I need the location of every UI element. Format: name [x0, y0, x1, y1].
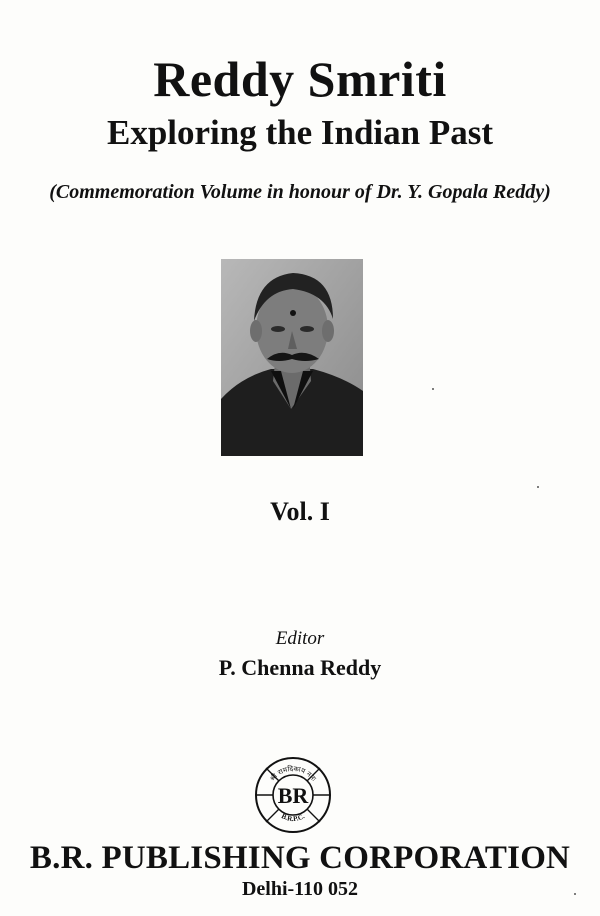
publisher-name: B.R. PUBLISHING CORPORATION — [29, 840, 571, 876]
publisher-logo-icon — [254, 756, 332, 834]
dedication-line: (Commemoration Volume in honour of Dr. Y. Gopala Reddy) — [49, 181, 551, 203]
logo-ring-text-bottom: B.R.P.C. — [279, 812, 307, 824]
scan-speck — [574, 893, 576, 895]
editor-name: P. Chenna Reddy — [218, 655, 382, 680]
scan-speck — [432, 388, 434, 390]
book-subtitle: Exploring the Indian Past — [106, 113, 494, 152]
editor-role: Editor — [275, 628, 325, 649]
publisher-city: Delhi-110 052 — [241, 878, 359, 900]
svg-text:श्री रामदिकाय नमः — [268, 764, 318, 783]
logo-ring-text-top: श्री रामदिकाय नमः — [268, 764, 318, 783]
volume-label: Vol. I — [270, 497, 330, 526]
book-title: Reddy Smriti — [153, 51, 447, 107]
svg-text:B.R.P.C. — [280, 812, 306, 823]
portrait-photo — [221, 259, 363, 456]
scan-speck — [537, 486, 539, 488]
logo-initials: BR — [277, 783, 309, 808]
portrait-illustration — [221, 259, 363, 456]
